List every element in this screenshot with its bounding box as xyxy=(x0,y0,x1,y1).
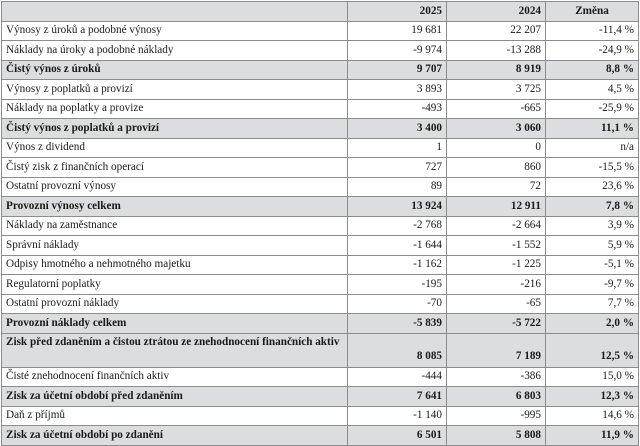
value-2025: 1 xyxy=(348,138,447,158)
value-2024: 22 207 xyxy=(447,21,546,41)
table-row xyxy=(2,158,639,178)
value-2024: -1 552 xyxy=(447,236,546,256)
table-row xyxy=(2,80,639,100)
value-2024: -665 xyxy=(447,99,546,119)
table-row xyxy=(2,367,639,387)
table-row xyxy=(2,177,639,197)
header-row xyxy=(2,2,639,22)
value-2024: 7 189 xyxy=(447,333,546,367)
value-change: -15,5 % xyxy=(546,158,639,178)
row-label: Regulatorní poplatky xyxy=(2,275,348,295)
value-change: 2,0 % xyxy=(546,314,639,334)
value-2024: 3 725 xyxy=(447,80,546,100)
subtotal-row xyxy=(2,314,639,334)
value-2025: 13 924 xyxy=(348,197,447,217)
table-row xyxy=(2,21,639,41)
value-change: 11,9 % xyxy=(546,426,639,446)
value-2025: -493 xyxy=(348,99,447,119)
value-change: 5,9 % xyxy=(546,236,639,256)
subtotal-row xyxy=(2,119,639,139)
row-label: Zisk za účetní období před zdaněním xyxy=(2,387,348,407)
row-label: Náklady na zaměstnance xyxy=(2,216,348,236)
value-2025: -5 839 xyxy=(348,314,447,334)
table-row xyxy=(2,138,639,158)
row-label: Správní náklady xyxy=(2,236,348,256)
value-change: 12,5 % xyxy=(546,333,639,367)
value-change: 8,8 % xyxy=(546,60,639,80)
value-2025: -1 162 xyxy=(348,255,447,275)
row-label: Čistý výnos z úroků xyxy=(2,60,348,80)
value-change: 15,0 % xyxy=(546,367,639,387)
value-2024: -5 722 xyxy=(447,314,546,334)
value-2024: 8 919 xyxy=(447,60,546,80)
row-label: Čistý výnos z poplatků a provizí xyxy=(2,119,348,139)
value-change: 3,9 % xyxy=(546,216,639,236)
header-label-cell xyxy=(2,2,348,22)
table-row xyxy=(2,236,639,256)
income-statement-table xyxy=(1,1,639,446)
value-2025: -70 xyxy=(348,294,447,314)
table-row xyxy=(2,275,639,295)
value-change: -9,7 % xyxy=(546,275,639,295)
value-2025: -9 974 xyxy=(348,41,447,61)
row-label: Výnosy z poplatků a provizí xyxy=(2,80,348,100)
subtotal-row xyxy=(2,387,639,407)
value-2024: 72 xyxy=(447,177,546,197)
value-2024: 3 060 xyxy=(447,119,546,139)
value-change: 11,1 % xyxy=(546,119,639,139)
value-2025: 9 707 xyxy=(348,60,447,80)
value-2024: -2 664 xyxy=(447,216,546,236)
value-change: -5,1 % xyxy=(546,255,639,275)
value-change: -11,4 % xyxy=(546,21,639,41)
row-label: Zisk před zdaněním a čistou ztrátou ze znehodnocení finančních aktiv xyxy=(2,333,348,367)
value-change: 14,6 % xyxy=(546,406,639,426)
row-label: Čistý zisk z finančních operací xyxy=(2,158,348,178)
value-2024: -1 225 xyxy=(447,255,546,275)
table-row xyxy=(2,406,639,426)
value-2024: -386 xyxy=(447,367,546,387)
row-label: Odpisy hmotného a nehmotného majetku xyxy=(2,255,348,275)
value-2025: 89 xyxy=(348,177,447,197)
value-2025: -1 140 xyxy=(348,406,447,426)
value-2024: 12 911 xyxy=(447,197,546,217)
table-row xyxy=(2,99,639,119)
row-label: Ostatní provozní výnosy xyxy=(2,177,348,197)
row-label: Provozní výnosy celkem xyxy=(2,197,348,217)
value-2025: 19 681 xyxy=(348,21,447,41)
value-2025: 8 085 xyxy=(348,333,447,367)
value-change: -25,9 % xyxy=(546,99,639,119)
header-change: Změna xyxy=(546,2,639,22)
row-label: Výnosy z úroků a podobné výnosy xyxy=(2,21,348,41)
header-year-2024: 2024 xyxy=(447,2,546,22)
row-label: Daň z příjmů xyxy=(2,406,348,426)
row-label: Provozní náklady celkem xyxy=(2,314,348,334)
value-2025: 3 893 xyxy=(348,80,447,100)
value-2025: 7 641 xyxy=(348,387,447,407)
value-change: 7,7 % xyxy=(546,294,639,314)
table-row xyxy=(2,216,639,236)
subtotal-row xyxy=(2,197,639,217)
value-2024: 5 808 xyxy=(447,426,546,446)
table-row xyxy=(2,294,639,314)
row-label: Čisté znehodnocení finančních aktiv xyxy=(2,367,348,387)
header-year-2025: 2025 xyxy=(348,2,447,22)
value-2024: 860 xyxy=(447,158,546,178)
value-2024: -13 288 xyxy=(447,41,546,61)
value-2024: -995 xyxy=(447,406,546,426)
row-label: Výnos z dividend xyxy=(2,138,348,158)
value-change: 23,6 % xyxy=(546,177,639,197)
value-2025: 3 400 xyxy=(348,119,447,139)
value-2024: -65 xyxy=(447,294,546,314)
row-label: Náklady na úroky a podobné náklady xyxy=(2,41,348,61)
value-change: n/a xyxy=(546,138,639,158)
subtotal-row xyxy=(2,333,639,367)
row-label: Zisk za účetní období po zdanění xyxy=(2,426,348,446)
value-2025: -1 644 xyxy=(348,236,447,256)
row-label: Náklady na poplatky a provize xyxy=(2,99,348,119)
value-change: 4,5 % xyxy=(546,80,639,100)
value-2024: 0 xyxy=(447,138,546,158)
value-change: 12,3 % xyxy=(546,387,639,407)
value-2025: 6 501 xyxy=(348,426,447,446)
value-change: 7,8 % xyxy=(546,197,639,217)
subtotal-row xyxy=(2,426,639,446)
value-2025: 727 xyxy=(348,158,447,178)
value-2025: -2 768 xyxy=(348,216,447,236)
value-2025: -444 xyxy=(348,367,447,387)
subtotal-row xyxy=(2,60,639,80)
value-change: -24,9 % xyxy=(546,41,639,61)
value-2025: -195 xyxy=(348,275,447,295)
table-row xyxy=(2,41,639,61)
value-2024: 6 803 xyxy=(447,387,546,407)
value-2024: -216 xyxy=(447,275,546,295)
table-row xyxy=(2,255,639,275)
row-label: Ostatní provozní náklady xyxy=(2,294,348,314)
